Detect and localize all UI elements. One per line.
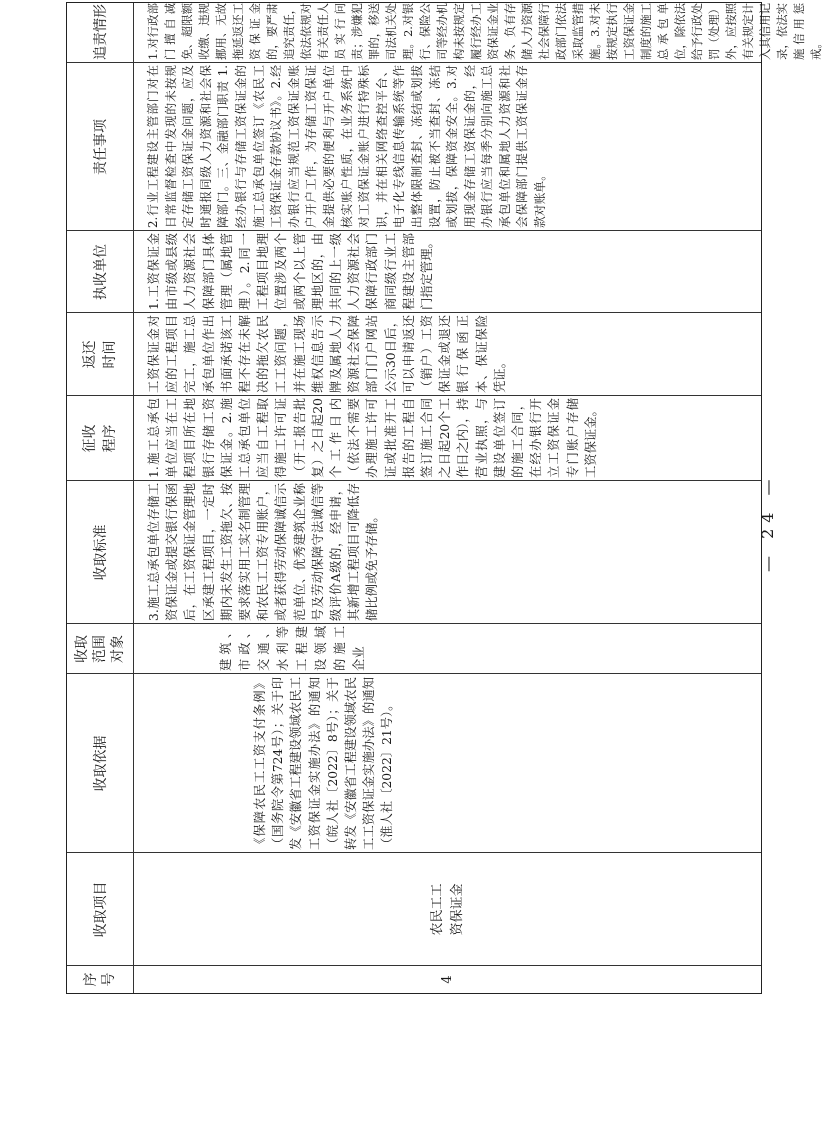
header-accountability: 追责情形: [93, 4, 109, 60]
row-standard: 3.施工总承包单位存储工资保证金或提交银行保函后，在工资保证金管理地区承建工程项目，一定时期内未发生工资拖欠、按要求落实用工实名制管理和农民工工资专用账户，或者获得劳动保障诚信示范单位、优秀建筑企业称号及劳动保障守法诚信等级评价A级的，经申请，其新增工程项目可降低存储比例或免予存储。: [147, 483, 380, 621]
header-return-time: 返还时间: [82, 340, 118, 369]
header-separator: [133, 3, 134, 993]
grid-line: [67, 480, 761, 481]
header-scope: 收取范围对象: [74, 635, 126, 663]
row-unit: 1.工资保证金由市级或县级人力资源社会保障部门具体管理（属地管理）。2.同一工程项目地理位置涉及两个或两个以上管理地区的，由共同的上一级人力资源社会保障行政部门商同级行业工程建设主管部门指定管理。: [147, 233, 435, 310]
row-duty: 2.行业工程建设主管部门对在日常监督检查中发现的未按规定存储工资保证金问题，应及时通报同级人力资源和社会保障部门。三、金融部门职责 1.经办银行与存储工资保证金的施工总承包单位签订《农民工工资保证金存款协议书》。2.经办银行应当规范工资保证金账户开户工作，为存储工资保证金提供必要的便利与开户单位核实账户性质，在业务系统中对工资保证金账户进行特殊标识，并在相关网络查控平台、电子化专线信息传输系统等作出整体限制查封、冻结或划拔设置，防止被不当查封、冻结或划拔，保障资金安全。3.对用现金存储工资保证金的，经办银行应当每季分别向施工总承包单位和属地人力资源和社会保障部门提供工资保证金存款对账单。: [146, 65, 548, 228]
row-seq: 4: [439, 975, 455, 984]
row-item: 农民工工资保证金: [430, 883, 465, 936]
fee-table: [66, 2, 823, 994]
row-basis: 《保障农民工工资支付条例》（国务院令第724号）；关于印发《安徽省工程建设领域农民工工资保证金实施办法》的通知（皖人社〔2022〕8号）；关于转发《安徽省工程建设领域农民工工资保证金实施办法》的通知（淮人社〔2022〕21号）。: [253, 677, 395, 850]
header-basis: 收取依据: [93, 735, 109, 792]
header-duty: 责任事项: [93, 119, 109, 175]
row-return-time: 工资保证金对应的工程项目完工，施工总承包单位作出书面承诺该工程不存在未解决的拖欠农民工工资问题，并在施工现场维权信息告示牌及属地人力资源社会保障部门门户网站公示30日后，可以申请返还（销户）工资保证金或退还银行保函正本、保证保险凭证。: [147, 315, 507, 393]
header-seq: 序号: [83, 972, 117, 987]
row-accountability: 1.对行政部门擅自减免、超限额收缴、违规挪用、无故拖延返还工资保证金的，要严肃追究责任，依法依规对有关责任人员实行问责；涉嫌犯罪的，移送司法机关处理。2.对银行、保险公司等经办机构未按规定履行经办工资保证金业务、负有存储人力资源社会保障行政部门依法采取监管措施。3.对未按规定执行工资保证金制度的施工总承包单位，除依法给予行政处罚（处理）外，应按照有关规定计入其信用记录，依法实施信用惩戒。: [146, 3, 823, 60]
header-unit: 执收单位: [93, 244, 109, 300]
row-scope: 建筑、市政、交通、水利等工程建设领域的施工企业: [219, 626, 366, 671]
header-standard: 收取标准: [93, 524, 109, 581]
grid-line: [67, 62, 761, 63]
grid-line: [67, 230, 761, 231]
page-number: — 24 —: [758, 473, 777, 572]
grid-line: [67, 395, 761, 396]
header-item: 收取项目: [93, 881, 109, 938]
row-procedure: 1.施工总承包单位应当在工程项目所在地银行存储工资保证金。2.施工总承包单位应当自工程取得施工许可证（开工报告批复）之日起20个工作日内（依法不需要办理施工许可证或批准开工报告的工程自签订施工合同之日起20个工作日之内），持营业执照，与建设单位签订的施工合同，在经办银行开立工资保证金专门账户存储工资保证金。: [147, 398, 598, 478]
grid-line: [67, 312, 761, 313]
header-procedure: 征收程序: [82, 424, 118, 453]
grid-line: [67, 623, 761, 624]
grid-line: [67, 673, 761, 674]
